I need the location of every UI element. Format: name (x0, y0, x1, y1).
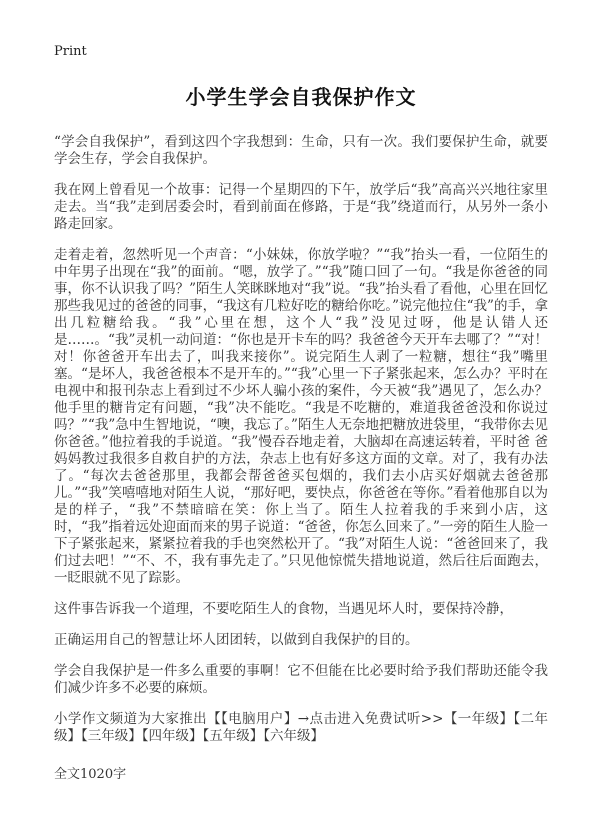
paragraph-lesson-1: 这件事告诉我一个道理，不要吃陌生人的食物，当遇见坏人时，要保持冷静， (54, 601, 513, 617)
paragraph-intro: “学会自我保护”，看到这四个字我想到：生命，只有一次。我们要保护生命，就要学会生存，学会自我保护。 (54, 134, 548, 167)
paragraph-story-main: 走着走着，忽然听见一个声音：“小妹妹，你放学啦？”“我”抬头一看，一位陌生的中年男子出现在“我”的面前。“嗯，放学了。”“我”随口回了一句。“我是你爸爸的同事，你不认识我了吗？”陌生人笑眯眯地对“我”说。“我”抬头看了看他，心里在回忆那些我见过的爸爸的同事，“我这有几粒好吃的糖给你吃。”说完他拉住“我”的手，拿出几粒糖给我。“我”心里在想，这个人“我”没见过呀，他是认错人还是……。“我”灵机一动问道：“你也是开卡车的吗？我爸爸今天开车去哪了？”“对！对！你爸爸开车出去了，叫我来接你”。说完陌生人剥了一粒糖，想往“我”嘴里塞。“是坏人，我爸爸根本不是开车的。”“我”心里一下子紧张起来，怎么办？平时在电视中和报刊杂志上看到过不少坏人骗小孩的案件，今天被“我”遇见了，怎么办？他手里的糖肯定有问题，“我”决不能吃。“我是不吃糖的，难道我爸爸没和你说过吗？”“我”急中生智地说，“噢，我忘了。”陌生人无奈地把糖放进袋里，“我带你去见你爸爸。”他拉着我的手说道。“我”慢吞吞地走着，大脑却在高速运转着，平时爸 爸妈妈教过我很多自救自护的方法，杂志上也有好多这方面的文章。对了，我有办法了。“每次去爸爸那里，我都会帮爸爸买包烟的，我们去小店买好烟就去爸爸那儿。”“我”笑嘻嘻地对陌生人说，“那好吧，要快点，你爸爸在等你。”看着他那自以为是的样子，“我”不禁暗暗在笑：你上当了。陌生人拉着我的手来到小店，这时，“我”指着远处迎面而来的男子说道：“爸爸，你怎么回来了。”一旁的陌生人脸一下子紧张起来，紧紧拉着我的手也突然松开了。“我”对陌生人说：“爸爸回来了，我们过去吧！”“不、不，我有事先走了。”只见他惊慌失措地说道，然后往后面跑去，一眨眼就不见了踪影。 (54, 247, 548, 586)
print-button[interactable]: Print (54, 44, 87, 59)
paragraph-lesson-2: 正确运用自己的智慧让坏人团团转，以做到自我保护的目的。 (54, 632, 419, 648)
paragraph-promo: 小学作文频道为大家推出【【电脑用户】→点击进入免费试听>>【一年级】【二年级】【三年级】【四年级】【五年级】【六年级】 (54, 711, 548, 744)
word-count: 全文1020字 (54, 767, 127, 782)
essay-title: 小学生学会自我保护作文 (185, 85, 417, 109)
paragraph-conclusion: 学会自我保护是一件多么重要的事啊！它不但能在比必要时给予我们帮助还能令我们减少许多不必要的麻烦。 (54, 663, 548, 696)
paragraph-story-setup: 我在网上曾看见一个故事：记得一个星期四的下午，放学后“我”高高兴兴地往家里走去。当“我”走到居委会时，看到前面在修路，于是“我”绕道而行，从另外一条小路走回家。 (54, 182, 548, 232)
essay-body (54, 134, 548, 745)
